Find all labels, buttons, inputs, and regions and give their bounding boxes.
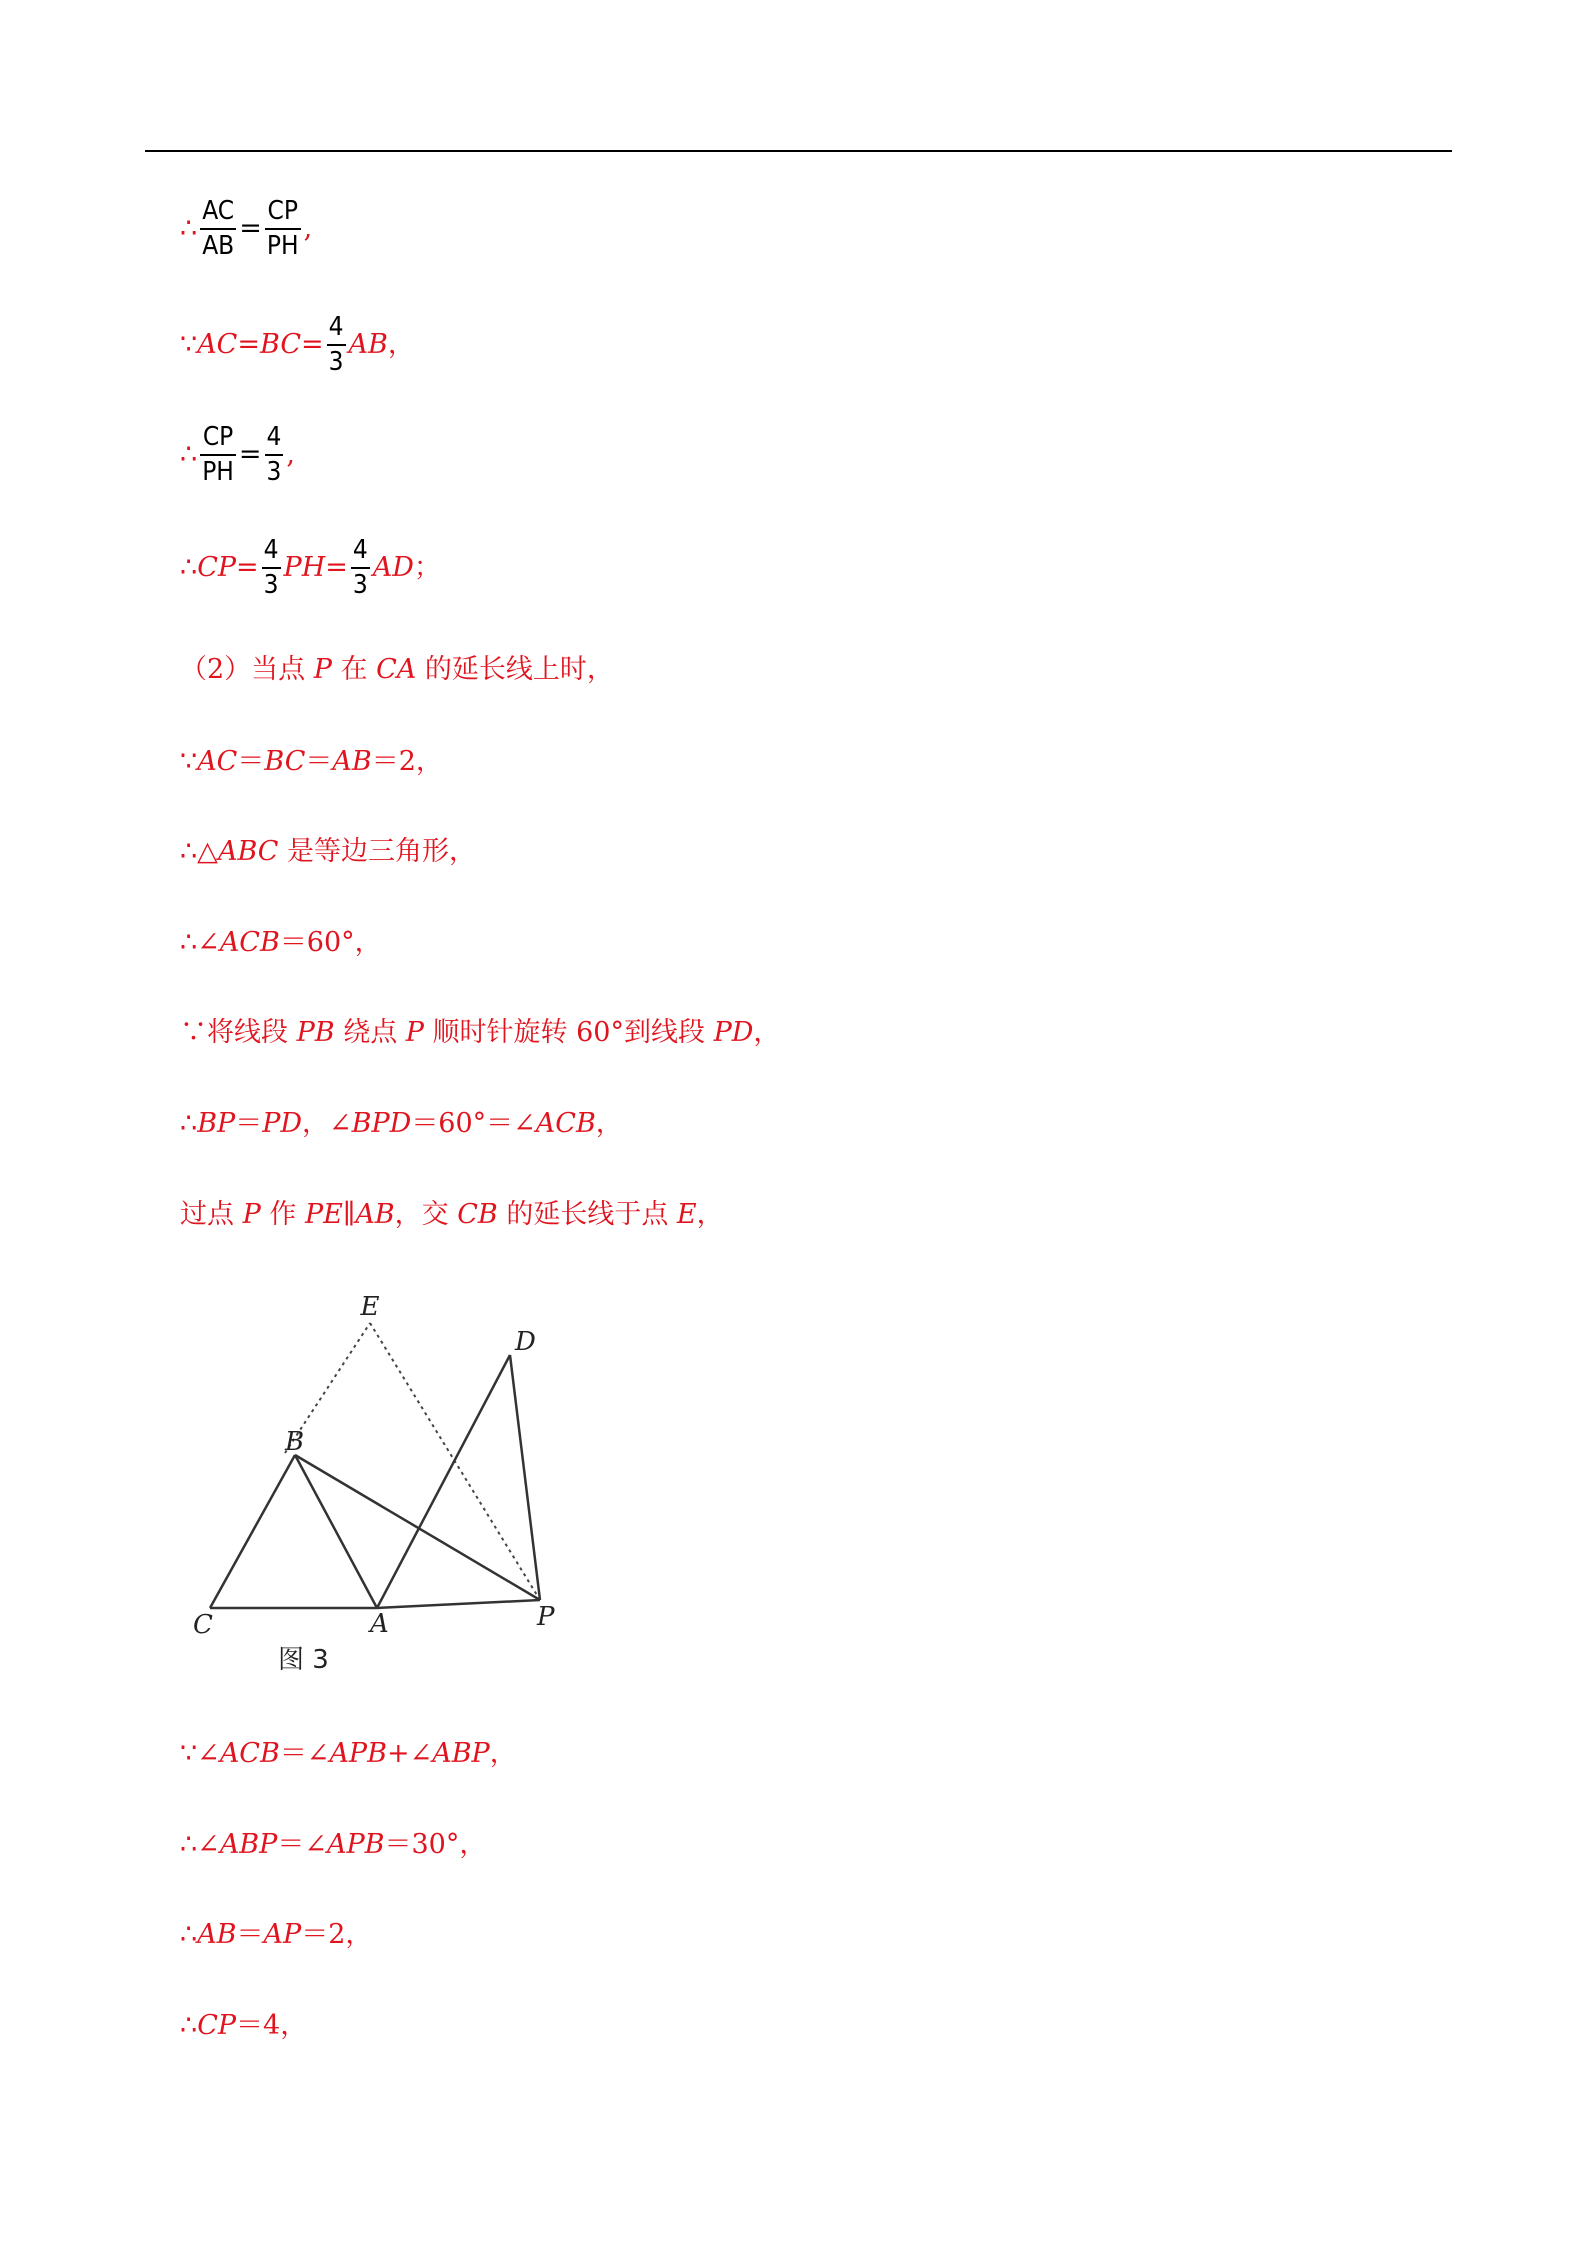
segment-dp	[510, 1355, 540, 1600]
header-rule	[145, 150, 1452, 152]
vertex-label-e: E	[360, 1292, 380, 1322]
therefore-symbol: ∴	[180, 1919, 198, 1950]
proof-line-13: ∴∠ABP＝∠APB＝30°，	[180, 1829, 487, 1860]
vertex-label-c: C	[193, 1610, 213, 1640]
vertex-label-b: B	[285, 1427, 305, 1457]
fraction-4-3: $\frac{4}{3}$	[352, 535, 368, 601]
therefore-symbol: ∴	[180, 1108, 198, 1139]
therefore-symbol: ∴	[180, 2010, 198, 2041]
geometry-figure-3	[185, 1290, 575, 1690]
segment-cb	[210, 1455, 295, 1608]
proof-line-7: ∴△ABC 是等边三角形，	[180, 836, 477, 867]
because-symbol: ∵将线段	[180, 1017, 297, 1048]
proof-line-11: 过点 P 作 PE∥AB，交 CB 的延长线于点 E，	[180, 1199, 724, 1230]
fraction-4-3: $\frac{4}{3}$	[266, 422, 282, 488]
fraction-cp-ph: $\frac{CP}{PH}$	[202, 422, 234, 488]
segment-bp	[295, 1455, 540, 1600]
proof-line-10: ∴BP＝PD，∠BPD＝60°＝∠ACB，	[180, 1108, 623, 1139]
proof-line-6: ∵AC＝BC＝AB＝2，	[180, 746, 443, 777]
therefore-symbol: ∴∠	[180, 1829, 220, 1860]
proof-line-15: ∴CP＝4，	[180, 2010, 308, 2041]
therefore-symbol: ∴∠	[180, 927, 220, 958]
proof-line-3: ∴ $\frac{CP}{PH}$ = $\frac{4}{3}$ ,	[180, 422, 295, 488]
proof-line-14: ∴AB＝AP＝2，	[180, 1919, 373, 1950]
segment-ap	[377, 1600, 540, 1608]
because-symbol: ∵	[180, 328, 198, 360]
vertex-label-a: A	[370, 1609, 389, 1639]
vertex-label-p: P	[537, 1602, 555, 1632]
proof-line-9: ∵将线段 PB 绕点 P 顺时针旋转 60°到线段 PD，	[180, 1017, 781, 1048]
proof-line-2: ∵AC=BC= $\frac{4}{3}$ AB，	[180, 312, 415, 378]
therefore-symbol: ∴	[180, 551, 198, 583]
therefore-symbol: ∴	[180, 438, 198, 470]
figure-svg	[185, 1290, 575, 1690]
therefore-symbol: ∴	[180, 212, 198, 244]
fraction-cp-ph: $\frac{CP}{PH}$	[266, 196, 299, 262]
proof-line-8: ∴∠ACB＝60°，	[180, 927, 382, 958]
therefore-symbol: ∴△	[180, 836, 218, 867]
vertex-label-d: D	[515, 1327, 536, 1357]
proof-line-1: ∴ $\frac{AC}{AB}$ = $\frac{CP}{PH}$ ,	[180, 196, 313, 262]
proof-line-5: （2）当点 P 在 CA 的延长线上时，	[180, 654, 614, 685]
figure-caption: 图 3	[278, 1645, 329, 1675]
fraction-ac-ab: $\frac{AC}{AB}$	[202, 196, 235, 262]
because-symbol: ∵∠	[180, 1738, 220, 1769]
fraction-4-3: $\frac{4}{3}$	[328, 312, 344, 378]
because-symbol: ∵	[180, 746, 198, 777]
proof-line-4: ∴CP= $\frac{4}{3}$ PH= $\frac{4}{3}$ AD；	[180, 535, 441, 601]
fraction-4-3: $\frac{4}{3}$	[263, 535, 279, 601]
proof-line-12: ∵∠ACB＝∠APB+∠ABP，	[180, 1738, 517, 1769]
